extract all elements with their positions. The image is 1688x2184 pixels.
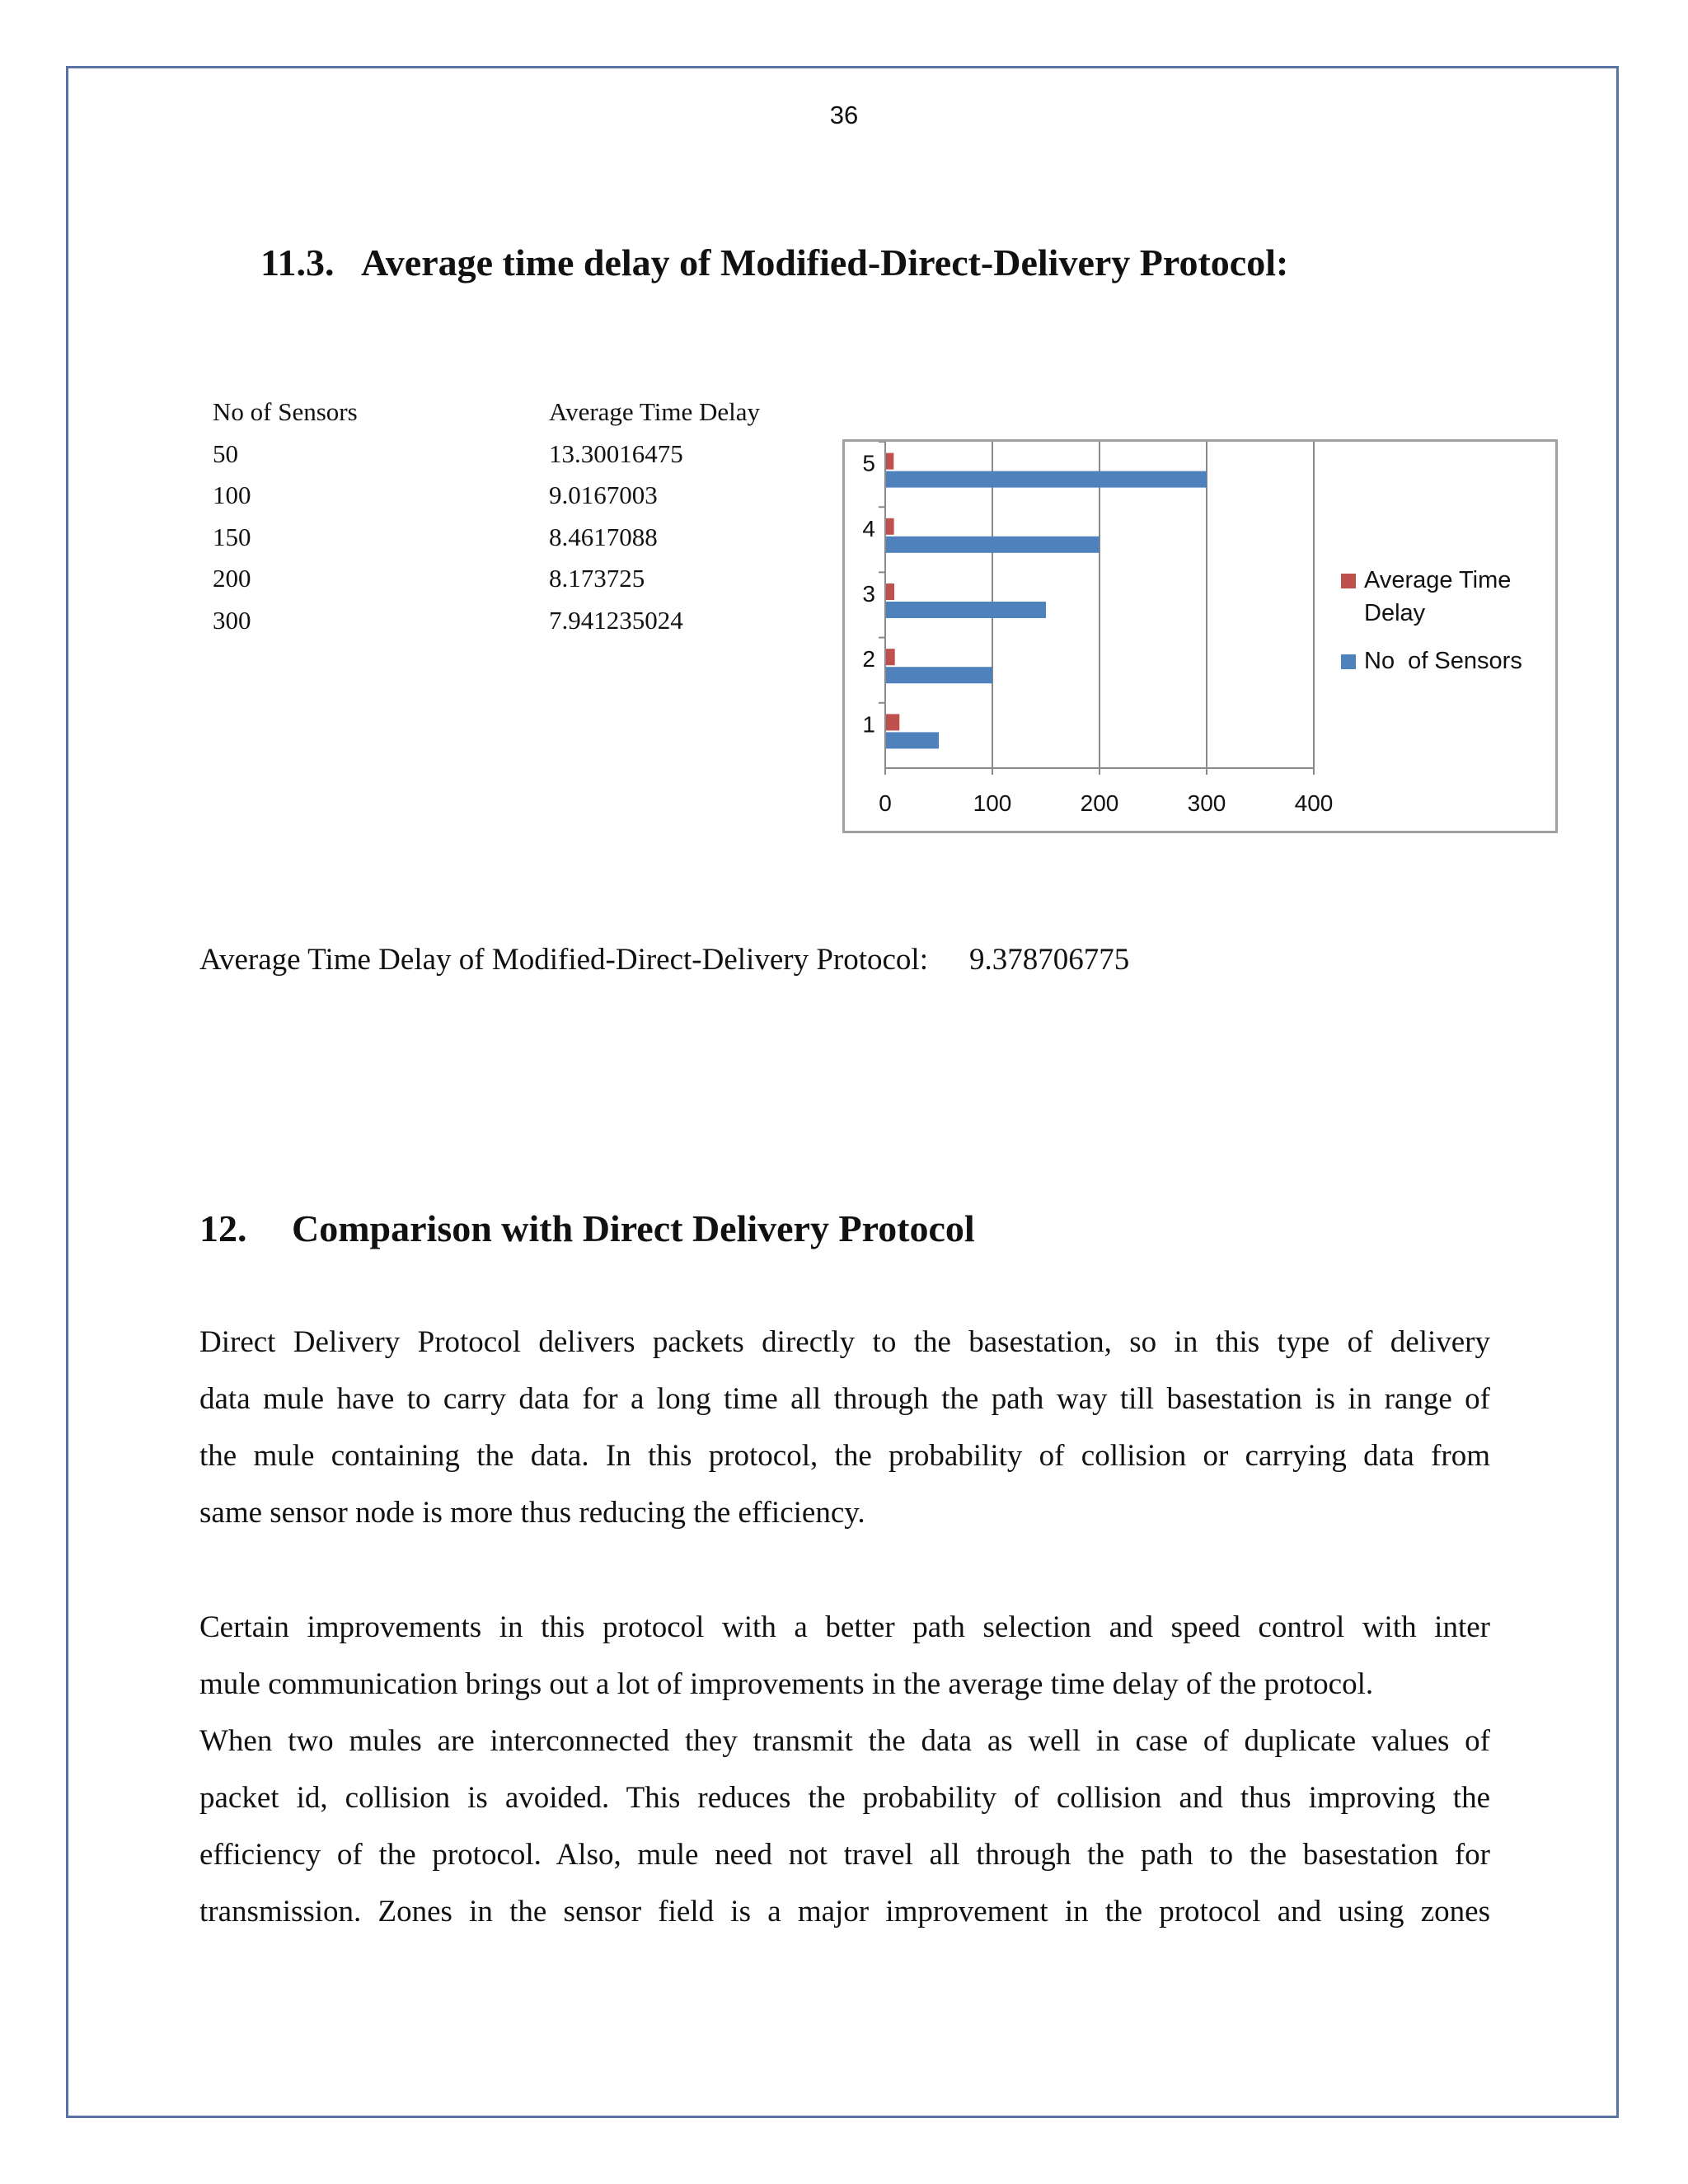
table-cell: 8.173725 [549, 564, 645, 593]
legend-swatch-red [1341, 574, 1356, 588]
x-tick-label: 200 [1080, 790, 1119, 816]
section-number: 11.3. [260, 241, 335, 284]
bar-average-time-delay [886, 518, 894, 535]
section-12-heading [199, 1207, 975, 1250]
table-header: Average Time Delay [549, 397, 760, 426]
bar-no-of-sensors [886, 602, 1046, 618]
table-row [213, 523, 760, 565]
bar-average-time-delay [886, 453, 893, 470]
average-value: 9.378706775 [969, 943, 1130, 977]
chart-legend [1341, 564, 1539, 692]
table-row [213, 564, 760, 606]
section-title: Comparison with Direct Delivery Protocol [292, 1207, 975, 1249]
table-cell: 8.4617088 [549, 522, 658, 551]
paragraph-line: data mule have to carry data for a long time all through the path way till basestation is in range of [199, 1382, 1490, 1416]
legend-swatch-blue [1341, 654, 1356, 669]
paragraph-line: the mule containing the data. In this protocol, the probability of collision or carrying data from [199, 1439, 1490, 1473]
paragraph-line: same sensor node is more thus reducing the efficiency. [199, 1496, 865, 1530]
paragraph-line: Direct Delivery Protocol delivers packets directly to the basestation, so in this type of delivery [199, 1325, 1490, 1359]
x-tick-label: 300 [1187, 790, 1226, 816]
average-label: Average Time Delay of Modified-Direct-Delivery Protocol: [199, 943, 928, 977]
x-tick-label: 0 [879, 790, 892, 816]
paragraph-1 [199, 1314, 1490, 1541]
table-cell: 200 [213, 564, 251, 593]
section-title: Average time delay of Modified-Direct-Delivery Protocol: [361, 241, 1289, 284]
table-row [213, 480, 760, 523]
table-cell: 100 [213, 480, 251, 509]
legend-label: No of Sensors [1364, 648, 1522, 674]
table-header-row [213, 397, 760, 439]
bar-no-of-sensors [886, 537, 1100, 553]
paragraph-line: When two mules are interconnected they transmit the data as well in case of duplicate values of [199, 1724, 1490, 1758]
table-row [213, 606, 760, 648]
paragraph-2 [199, 1599, 1490, 1940]
page-number: 36 [829, 101, 859, 129]
x-tick-label: 400 [1294, 790, 1334, 816]
y-tick-label: 5 [862, 450, 875, 476]
bar-average-time-delay [886, 583, 894, 600]
table-cell: 150 [213, 522, 251, 551]
table-cell: 9.0167003 [549, 480, 658, 509]
table-row [213, 439, 760, 481]
section-number: 12. [199, 1207, 247, 1249]
bar-no-of-sensors [886, 667, 992, 683]
paragraph-line: efficiency of the protocol. Also, mule need not travel all through the path to the basestation for [199, 1838, 1490, 1872]
y-tick-label: 3 [862, 581, 875, 607]
legend-label: Delay [1364, 600, 1426, 626]
table-cell: 50 [213, 438, 238, 468]
bar-chart [842, 439, 1558, 833]
table-cell: 300 [213, 605, 251, 635]
table-cell: 7.941235024 [549, 605, 683, 635]
bar-no-of-sensors [886, 732, 939, 748]
bar-no-of-sensors [886, 471, 1207, 488]
average-time-delay-summary [199, 942, 1129, 977]
bar-average-time-delay [886, 649, 895, 665]
table-header: No of Sensors [213, 397, 358, 426]
paragraph-line: transmission. Zones in the sensor field is a major improvement in the protocol and using zones [199, 1895, 1490, 1929]
y-tick-label: 4 [862, 515, 875, 541]
section-11-3-heading [260, 241, 1288, 284]
y-tick-label: 1 [862, 711, 875, 738]
table-cell: 13.30016475 [549, 438, 683, 468]
legend-label: Average Time [1364, 567, 1512, 593]
paragraph-line: mule communication brings out a lot of improvements in the average time delay of the protocol. [199, 1667, 1374, 1701]
y-tick-label: 2 [862, 646, 875, 673]
legend-item-no-of-sensors [1341, 644, 1539, 677]
data-table [213, 397, 760, 647]
legend-item-average-time-delay [1341, 564, 1539, 630]
paragraph-line: Certain improvements in this protocol with a better path selection and speed control with inter [199, 1610, 1490, 1644]
paragraph-line: packet id, collision is avoided. This reduces the probability of collision and thus improving the [199, 1781, 1490, 1815]
bar-average-time-delay [886, 714, 899, 730]
x-tick-label: 100 [973, 790, 1012, 816]
